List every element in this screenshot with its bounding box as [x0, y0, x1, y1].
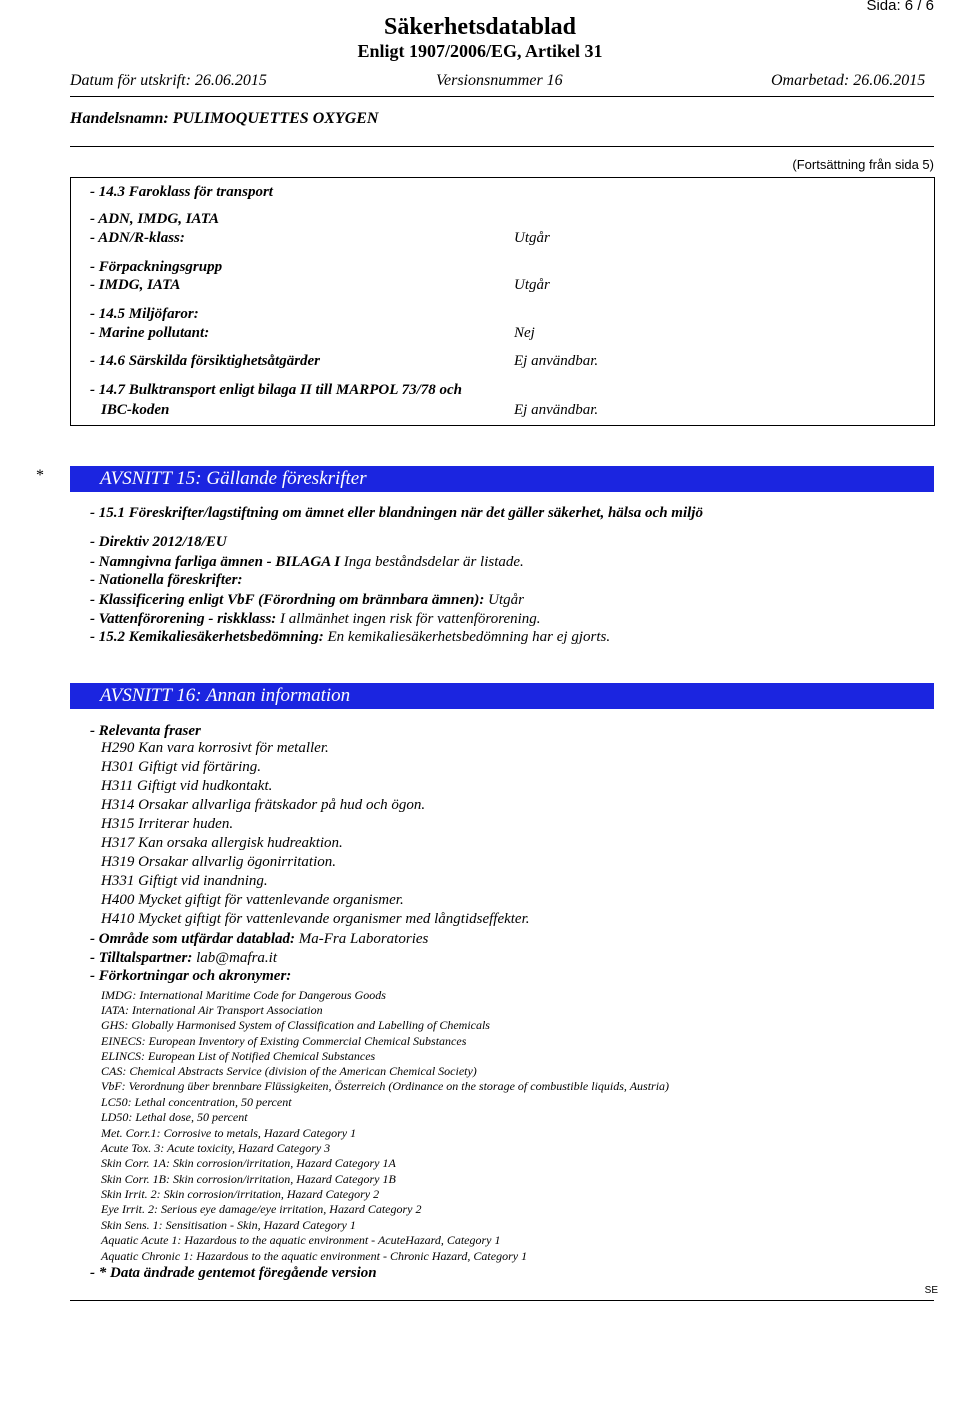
print-date: Datum för utskrift: 26.06.2015 — [70, 72, 267, 89]
changed-data-note: - * Data ändrade gentemot föregående version — [90, 1265, 377, 1281]
bulk-transport-label: - 14.7 Bulktransport enligt bilaga II till MARPOL 73/78 och — [90, 382, 462, 398]
section-16-header — [70, 683, 934, 709]
section-15-header — [70, 466, 934, 492]
chemical-safety-row — [90, 628, 610, 646]
special-precautions-value: Ej användbar. — [514, 353, 599, 369]
transport-class-heading: - 14.3 Faroklass för transport — [90, 184, 273, 200]
continuation-note: (Fortsättning från sida 5) — [792, 157, 934, 172]
abbreviation-item: Skin Irrit. 2: Skin corrosion/irritation, Hazard Category 2 — [101, 1187, 380, 1201]
phrase-item: H301 Giftigt vid förtäring. — [101, 759, 262, 775]
environmental-hazards-label: - 14.5 Miljöfaror: — [90, 306, 199, 322]
abbreviation-item: LD50: Lethal dose, 50 percent — [101, 1110, 248, 1124]
header-divider — [70, 96, 934, 97]
relevant-phrases-label: - Relevanta fraser — [90, 723, 201, 739]
abbreviation-item: CAS: Chemical Abstracts Service (division of the American Chemical Society) — [101, 1064, 477, 1078]
water-hazard-row — [90, 610, 541, 628]
vbf-classification-label: - Klassificering enligt VbF (Förordning om brännbara ämnen): — [90, 592, 485, 608]
abbreviation-item: EINECS: European Inventory of Existing Commercial Chemical Substances — [101, 1034, 467, 1048]
document-title: Säkerhetsdatablad — [383, 14, 577, 40]
abbreviation-item: Skin Corr. 1B: Skin corrosion/irritation, Hazard Category 1B — [101, 1172, 396, 1186]
abbreviation-item: IMDG: International Maritime Code for Dangerous Goods — [101, 988, 386, 1002]
water-hazard-value: I allmänhet ingen risk för vattenförorening. — [276, 611, 541, 627]
national-regulations-label: - Nationella föreskrifter: — [90, 572, 243, 588]
vbf-classification-value: Utgår — [484, 592, 524, 608]
abbreviation-item: Met. Corr.1: Corrosive to metals, Hazard Category 1 — [101, 1126, 357, 1140]
contact-value: lab@mafra.it — [192, 950, 278, 966]
abbreviation-item: Aquatic Chronic 1: Hazardous to the aquatic environment - Chronic Hazard, Category 1 — [101, 1249, 528, 1263]
contact-row — [90, 949, 277, 967]
version-number: Versionsnummer 16 — [436, 72, 563, 89]
phrase-item: H314 Orsakar allvarliga frätskador på hud och ögon. — [101, 797, 426, 813]
vbf-classification-row — [90, 591, 524, 609]
abbreviation-item: Skin Sens. 1: Sensitisation - Skin, Hazard Category 1 — [101, 1218, 356, 1232]
ibc-code-label: IBC-koden — [101, 402, 170, 418]
directive-label: - Direktiv 2012/18/EU — [90, 534, 227, 550]
contact-label: - Tilltalspartner: — [90, 950, 193, 966]
imdg-iata-label: - IMDG, IATA — [90, 277, 181, 293]
adnr-class-label: - ADN/R-klass: — [90, 230, 185, 246]
bulk-transport-value: Ej användbar. — [514, 402, 599, 418]
phrase-item: H311 Giftigt vid hudkontakt. — [101, 778, 273, 794]
marine-pollutant-label: - Marine pollutant: — [90, 325, 210, 341]
chemical-safety-value: En kemikaliesäkerhetsbedömning har ej gjorts. — [323, 629, 611, 645]
adn-imdg-iata-label: - ADN, IMDG, IATA — [90, 211, 220, 227]
abbreviation-item: VbF: Verordnung über brennbare Flüssigkeiten, Österreich (Ordinance on the storage of combustible liquids, Austria) — [101, 1079, 670, 1093]
document-subtitle: Enligt 1907/2006/EG, Artikel 31 — [357, 41, 603, 61]
revised-date: Omarbetad: 26.06.2015 — [771, 72, 926, 89]
section-15-title: AVSNITT 15: Gällande föreskrifter — [100, 468, 367, 489]
phrase-item: H290 Kan vara korrosivt för metaller. — [101, 740, 329, 756]
adnr-class-value: Utgår — [514, 230, 550, 246]
phrase-item: H317 Kan orsaka allergisk hudreaktion. — [101, 835, 343, 851]
abbreviation-item: Aquatic Acute 1: Hazardous to the aquatic environment - AcuteHazard, Category 1 — [101, 1233, 501, 1247]
footer-divider — [70, 1300, 934, 1301]
abbreviation-item: ELINCS: European List of Notified Chemical Substances — [101, 1049, 376, 1063]
water-hazard-label: - Vattenförorening - riskklass: — [90, 611, 277, 627]
named-substances-label: - Namngivna farliga ämnen - BILAGA I — [90, 554, 341, 570]
phrase-item: H400 Mycket giftigt för vattenlevande organismer. — [101, 892, 404, 908]
special-precautions-label: - 14.6 Särskilda försiktighetsåtgärder — [90, 353, 321, 369]
issuer-value: Ma-Fra Laboratories — [295, 931, 429, 947]
abbreviations-label: - Förkortningar och akronymer: — [90, 968, 292, 984]
language-code: SE — [924, 1285, 938, 1296]
issuer-row — [90, 930, 428, 948]
named-substances-value: Inga beståndsdelar är listade. — [340, 554, 524, 570]
packing-group-label: - Förpackningsgrupp — [90, 259, 223, 275]
issuer-label: - Område som utfärdar datablad: — [90, 931, 296, 947]
abbreviation-item: Acute Tox. 3: Acute toxicity, Hazard Category 3 — [101, 1141, 331, 1155]
abbreviation-item: IATA: International Air Transport Association — [101, 1003, 323, 1017]
marine-pollutant-value: Nej — [514, 325, 535, 341]
imdg-iata-value: Utgår — [514, 277, 550, 293]
page-number: Sida: 6 / 6 — [866, 0, 934, 14]
abbreviation-item: Eye Irrit. 2: Serious eye damage/eye irritation, Hazard Category 2 — [101, 1202, 422, 1216]
named-substances-row — [90, 553, 524, 571]
phrase-item: H315 Irriterar huden. — [101, 816, 234, 832]
trade-name: Handelsnamn: PULIMOQUETTES OXYGEN — [70, 110, 379, 127]
trade-divider — [70, 146, 934, 147]
abbreviation-item: Skin Corr. 1A: Skin corrosion/irritation, Hazard Category 1A — [101, 1156, 396, 1170]
phrase-item: H410 Mycket giftigt för vattenlevande organismer med långtidseffekter. — [101, 911, 530, 927]
chemical-safety-label: - 15.2 Kemikaliesäkerhetsbedömning: — [90, 629, 324, 645]
section-16-title: AVSNITT 16: Annan information — [100, 685, 351, 706]
phrase-item: H319 Orsakar allvarlig ögonirritation. — [101, 854, 337, 870]
abbreviation-item: GHS: Globally Harmonised System of Classification and Labelling of Chemicals — [101, 1018, 490, 1032]
regulations-heading: - 15.1 Föreskrifter/lagstiftning om ämnet eller blandningen när det gäller säkerhet, hälsa och miljö — [90, 505, 703, 521]
phrase-item: H331 Giftigt vid inandning. — [101, 873, 268, 889]
changed-marker: * — [36, 467, 44, 484]
abbreviation-item: LC50: Lethal concentration, 50 percent — [101, 1095, 292, 1109]
